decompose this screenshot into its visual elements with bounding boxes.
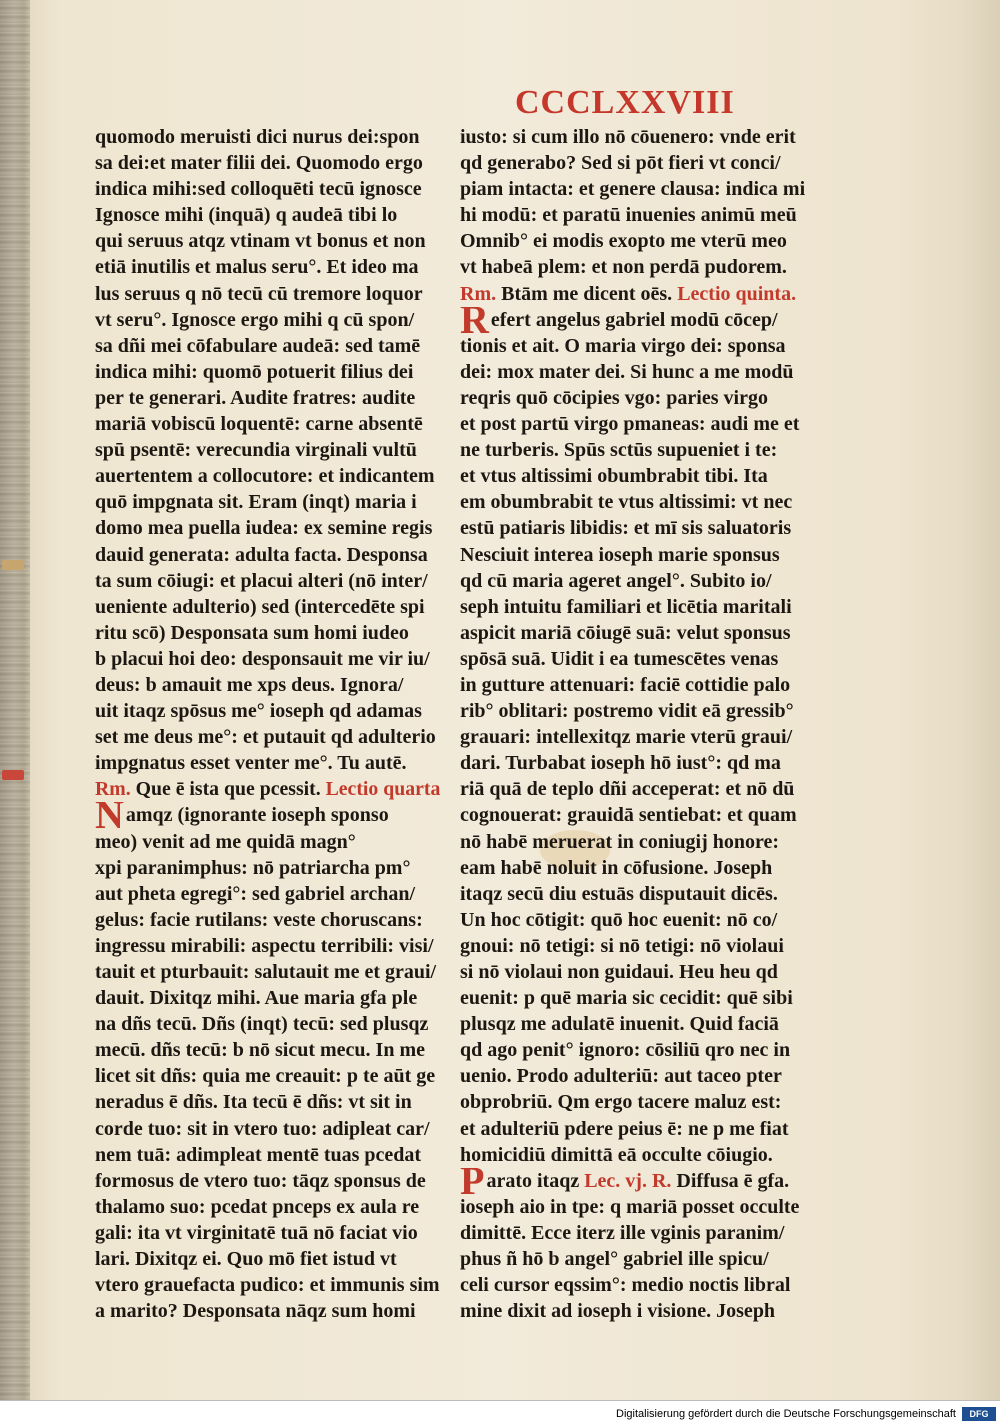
- rubric-response-mark: Rm.: [460, 282, 502, 305]
- line-text: vt habeā plem: et non perdā pudorem.: [460, 256, 787, 279]
- text-line: [95, 802, 440, 828]
- line-text: Un hoc cōtigit: quō hoc euenit: nō co/: [460, 908, 778, 931]
- line-text: Omnib° ei modis exopto me vterū meo: [460, 230, 787, 253]
- rubricated-initial: R: [460, 306, 489, 333]
- rubricated-initial: P: [460, 1167, 485, 1194]
- text-line: [460, 802, 805, 828]
- line-text: estū patiaris libidis: et mī sis saluatoris: [460, 517, 792, 540]
- line-text: thalamo suo: pcedat pnceps ex aula re: [95, 1195, 420, 1218]
- line-text: arato itaqz: [486, 1169, 580, 1192]
- text-line: [460, 1063, 805, 1089]
- text-line: [95, 333, 440, 359]
- text-line: [460, 1272, 805, 1298]
- line-text: vtero grauefacta pudico: et immunis sim: [95, 1274, 440, 1297]
- text-line: [95, 855, 440, 881]
- text-line: [95, 776, 440, 802]
- line-text: dei: mox mater dei. Si hunc a me modū: [460, 360, 794, 383]
- line-text: phus ñ hō b angel° gabriel ille spicu/: [460, 1248, 769, 1271]
- text-line: [460, 1194, 805, 1220]
- text-line: [95, 150, 440, 176]
- text-line: [95, 724, 440, 750]
- text-line: [460, 724, 805, 750]
- line-text: qd cū maria ageret angel°. Subito io/: [460, 569, 772, 592]
- text-line: [95, 594, 440, 620]
- line-text: corde tuo: sit in vtero tuo: adipleat car/: [95, 1117, 430, 1140]
- text-line: [95, 489, 440, 515]
- line-text: aspicit mariā cōiugē suā: velut sponsus: [460, 621, 791, 644]
- text-line: [460, 1142, 805, 1168]
- line-text: itaqz secū diu estuās disputauit dicēs.: [460, 882, 778, 905]
- line-text: tauit et pturbauit: salutauit me et graui/: [95, 961, 437, 983]
- text-line: [460, 385, 805, 411]
- text-line: [460, 1168, 805, 1194]
- text-line: [460, 333, 805, 359]
- line-text: neradus ē dñs. Ita tecū ē dñs: vt sit in: [95, 1091, 412, 1114]
- text-line: [460, 881, 805, 907]
- line-text: formosus de vtero tuo: tāqz sponsus de: [95, 1169, 426, 1192]
- line-text: ingressu mirabili: aspectu terribili: visi/: [95, 934, 434, 957]
- text-line: [95, 1063, 440, 1089]
- text-line: [95, 1194, 440, 1220]
- text-line: [460, 646, 805, 672]
- line-text: gali: ita vt virginitatē tuā nō faciat vio: [95, 1221, 418, 1244]
- line-text: qd ago penit° ignoro: cōsiliū qro nec in: [460, 1039, 791, 1062]
- line-text: lari. Dixitqz ei. Quo mō fiet istud vt: [95, 1248, 397, 1271]
- line-text: em obumbrabit te vtus altissimi: vt nec: [460, 491, 793, 514]
- line-text: gnoui: nō tetigi: si nō tetigi: nō violaui: [460, 934, 784, 957]
- text-line: [460, 307, 805, 333]
- line-text: quomodo meruisti dici nurus dei:spon: [95, 126, 420, 148]
- line-text: et vtus altissimi obumbrabit tibi. Ita: [460, 465, 768, 488]
- text-line: [460, 254, 805, 280]
- text-line: [460, 855, 805, 881]
- text-line: [460, 437, 805, 463]
- text-line: [460, 594, 805, 620]
- text-line: [95, 124, 440, 150]
- folio-number: CCCLXXVIII: [515, 84, 735, 121]
- text-line: [95, 463, 440, 489]
- line-text: deus: b amauit me xps deus. Ignora/: [95, 673, 404, 696]
- line-text: dimittē. Ecce iterz ille vginis paranim/: [460, 1221, 785, 1244]
- rubric-response-mark: Rm.: [95, 778, 136, 801]
- text-line: [95, 281, 440, 307]
- line-text: Ignosce mihi (inquā) q audeā tibi lo: [95, 204, 398, 227]
- line-text: etiā inutilis et malus seru°. Et ideo ma: [95, 256, 419, 279]
- text-line: [95, 1037, 440, 1063]
- text-line: [95, 907, 440, 933]
- line-text: piam intacta: et genere clausa: indica mi: [460, 178, 805, 201]
- edge-mark: [2, 770, 24, 780]
- text-line: [95, 1298, 440, 1324]
- line-text: efert angelus gabriel modū cōcep/: [490, 308, 778, 331]
- text-line: [95, 411, 440, 437]
- line-text: Nesciuit interea ioseph marie sponsus: [460, 543, 780, 566]
- text-line: [95, 437, 440, 463]
- text-line: [460, 489, 805, 515]
- text-line: [460, 776, 805, 802]
- text-line: [460, 672, 805, 698]
- line-text: indica mihi: quomō potuerit filius dei: [95, 360, 414, 383]
- line-text: na dñs tecū. Dñs (inqt) tecū: sed plusqz: [95, 1013, 429, 1036]
- line-text: plusqz me adulatē inuenit. Quid faciā: [460, 1013, 779, 1036]
- line-text: lus seruus q nō tecū cū tremore loquor: [95, 282, 423, 305]
- text-line: [95, 1011, 440, 1037]
- line-text: amqz (ignorante ioseph sponso: [125, 804, 389, 827]
- line-text: ueniente adulterio) sed (intercedēte spi: [95, 595, 425, 618]
- text-line: [460, 1011, 805, 1037]
- dfg-logo: DFG: [962, 1407, 996, 1421]
- left-page-edge: [0, 0, 30, 1400]
- text-line: [460, 750, 805, 776]
- line-text: rib° oblitari: postremo vidit eā gressib°: [460, 700, 794, 723]
- line-text: ioseph aio in tpe: q mariā posset occulte: [460, 1195, 800, 1218]
- line-text: gelus: facie rutilans: veste choruscans:: [95, 908, 423, 931]
- line-text: celi cursor eqssim°: medio noctis libral: [460, 1274, 791, 1297]
- text-line: [460, 202, 805, 228]
- text-line: [95, 985, 440, 1011]
- line-text: sa dei:et mater filii dei. Quomodo ergo: [95, 152, 423, 175]
- line-text: spū psentē: verecundia virginali vultū: [95, 439, 417, 462]
- text-line: [95, 829, 440, 855]
- text-line: [95, 620, 440, 646]
- line-text: impgnatus esset venter me°. Tu autē.: [95, 752, 407, 775]
- digitization-footer: [0, 1400, 1000, 1427]
- rubric-lection-mark: Lec. vj. R.: [579, 1169, 672, 1192]
- text-line: [95, 1246, 440, 1272]
- text-line: [95, 1168, 440, 1194]
- text-line: [95, 881, 440, 907]
- text-line: [460, 228, 805, 254]
- line-text: auertentem a collocutore: et indicantem: [95, 465, 435, 488]
- line-text: uit itaqz spōsus me° ioseph qd adamas: [95, 700, 422, 723]
- line-text: homicidiū dimittā eā occulte cōiugio.: [460, 1143, 773, 1166]
- line-text: vt seru°. Ignosce ergo mihi q cū spon/: [95, 308, 415, 331]
- line-text: b placui hoi deo: desponsauit me vir iu/: [95, 647, 430, 670]
- line-text: seph intuitu familiari et licētia maritali: [460, 595, 792, 618]
- text-line: [460, 568, 805, 594]
- text-line: [460, 281, 805, 307]
- line-text: mine dixit ad ioseph i visione. Joseph: [460, 1300, 776, 1323]
- text-line: [460, 1116, 805, 1142]
- line-text: hi modū: et paratū inuenies animū meū: [460, 204, 797, 227]
- line-text: dauid generata: adulta facta. Desponsa: [95, 543, 428, 566]
- text-line: [460, 959, 805, 985]
- line-text: indica mihi:sed colloquēti tecū ignosce: [95, 178, 422, 201]
- line-text: grauari: intellexitqz marie vterū graui/: [460, 726, 793, 749]
- text-line: [95, 672, 440, 698]
- text-line: [95, 750, 440, 776]
- text-line: [95, 515, 440, 541]
- line-text: cognouerat: grauidā sentiebat: et quam: [460, 804, 797, 827]
- text-line: [460, 411, 805, 437]
- text-line: [460, 515, 805, 541]
- line-text: sa dñi mei cōfabulare audeā: sed tamē: [95, 334, 421, 357]
- text-line: [95, 933, 440, 959]
- line-text: iusto: si cum illo nō cōuenero: vnde erit: [460, 126, 796, 148]
- text-line: [95, 568, 440, 594]
- line-text: domo mea puella iudea: ex semine regis: [95, 517, 433, 540]
- text-line: [95, 1142, 440, 1168]
- line-text: mariā vobiscū loquentē: carne absentē: [95, 413, 423, 436]
- line-text: eam habē noluit in cōfusione. Joseph: [460, 856, 773, 879]
- line-text: in gutture attenuari: faciē cottidie palo: [460, 673, 791, 696]
- rubricated-initial: N: [95, 802, 124, 829]
- line-text: xpi paranimphus: nō patriarcha pm°: [95, 856, 411, 879]
- text-line: [95, 698, 440, 724]
- text-line: [95, 176, 440, 202]
- line-text: qui seruus atqz vtinam vt bonus et non: [95, 230, 426, 253]
- text-line: [95, 254, 440, 280]
- line-text: uenio. Prodo adulteriū: aut taceo pter: [460, 1065, 782, 1088]
- line-text: licet sit dñs: quia me creauit: p te aūt ge: [95, 1065, 436, 1088]
- line-text: et post partū virgo pmaneas: audi me et: [460, 413, 800, 436]
- line-text: spōsā suā. Uidit i ea tumescētes venas: [460, 647, 779, 670]
- line-text: quō impgnata sit. Eram (inqt) maria i: [95, 491, 417, 514]
- text-line: [460, 542, 805, 568]
- line-text: si nō violaui non guidaui. Heu heu qd: [460, 961, 778, 983]
- text-line: [460, 907, 805, 933]
- text-line: [460, 985, 805, 1011]
- line-text: et adulteriū pdere peius ē: ne p me fiat: [460, 1117, 789, 1140]
- line-text: Btām me dicent oēs.: [501, 282, 673, 305]
- rubric-lection-heading: Lectio quarta: [320, 778, 440, 801]
- text-line: [95, 307, 440, 333]
- line-text: meo) venit ad me quidā magn°: [95, 830, 356, 853]
- text-line: [95, 385, 440, 411]
- text-line: [460, 359, 805, 385]
- line-text: mecū. dñs tecū: b nō sicut mecu. In me: [95, 1039, 425, 1062]
- text-line: [95, 359, 440, 385]
- line-text: a marito? Desponsata nāqz sum homi: [95, 1300, 416, 1323]
- text-line: [95, 1272, 440, 1298]
- line-text: dauit. Dixitqz mihi. Aue maria gfa ple: [95, 987, 418, 1010]
- text-line: [95, 1220, 440, 1246]
- text-line: [460, 1246, 805, 1272]
- text-line: [460, 1220, 805, 1246]
- text-line: [95, 202, 440, 228]
- line-text: tionis et ait. O maria virgo dei: sponsa: [460, 334, 786, 357]
- line-text: Que ē ista que pcessit.: [135, 778, 321, 801]
- text-line: [460, 1037, 805, 1063]
- line-text: euenit: p quē maria sic cecidit: quē sibi: [460, 987, 793, 1010]
- text-line: [460, 124, 805, 150]
- text-line: [460, 1089, 805, 1115]
- line-text: aut pheta egregi°: sed gabriel archan/: [95, 882, 416, 905]
- text-line: [95, 1116, 440, 1142]
- edge-mark: [2, 560, 24, 570]
- text-line: [460, 150, 805, 176]
- text-line: [460, 829, 805, 855]
- text-line: [460, 933, 805, 959]
- footer-credit: Digitalisierung gefördert durch die Deutsche Forschungsgemeinschaft: [616, 1408, 956, 1420]
- text-line: [95, 1089, 440, 1115]
- line-text-after: Diffusa ē gfa.: [671, 1169, 790, 1192]
- text-line: [95, 542, 440, 568]
- text-line: [460, 463, 805, 489]
- line-text: nem tuā: adimpleat mentē tuas pcedat: [95, 1143, 422, 1166]
- line-text: riā quā de teplo dñi acceperat: et nō dū: [460, 778, 795, 801]
- line-text: per te generari. Audite fratres: audite: [95, 386, 416, 409]
- line-text: ritu scō) Desponsata sum homi iudeo: [95, 621, 409, 644]
- text-line: [460, 620, 805, 646]
- text-column-left: [95, 124, 440, 1324]
- text-line: [95, 646, 440, 672]
- line-text: ne turberis. Spūs sctūs supueniet i te:: [460, 439, 778, 462]
- line-text: obprobriū. Qm ergo tacere maluz est:: [460, 1091, 782, 1114]
- text-line: [460, 1298, 805, 1324]
- rubric-lection-heading: Lectio quinta.: [672, 282, 797, 305]
- line-text: dari. Turbabat ioseph hō iust°: qd ma: [460, 752, 781, 775]
- text-line: [95, 228, 440, 254]
- text-line: [95, 959, 440, 985]
- line-text: qd generabo? Sed si pōt fieri vt conci/: [460, 152, 781, 175]
- line-text: set me deus me°: et putauit qd adulterio: [95, 726, 436, 749]
- text-line: [460, 176, 805, 202]
- line-text: nō habē meruerat in coniugij honore:: [460, 830, 780, 853]
- line-text: ta sum cōiugi: et placui alteri (nō inter/: [95, 569, 428, 592]
- text-column-right: [460, 124, 805, 1324]
- line-text: reqris quō cōcipies vgo: paries virgo: [460, 386, 768, 409]
- text-line: [460, 698, 805, 724]
